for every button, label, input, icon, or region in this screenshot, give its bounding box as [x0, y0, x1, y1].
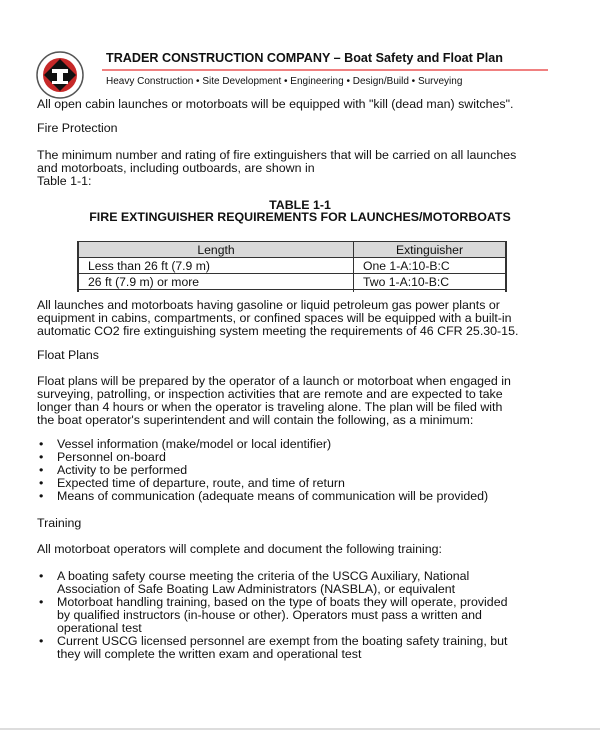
float-plan-list [37, 438, 488, 503]
table-header-row [78, 242, 506, 258]
document-title: TRADER CONSTRUCTION COMPANY – Boat Safety and Float Plan [106, 51, 503, 65]
header-divider [102, 69, 548, 71]
extinguisher-table [77, 241, 507, 292]
float-plans-paragraph [37, 375, 511, 427]
cell-extinguisher: One 1-A:10-B:C [354, 258, 507, 274]
text-line: Float plans will be prepared by the operator of a launch or motorboat when engaged in [37, 374, 511, 388]
text-line: All launches and motorboats having gasoline or liquid petroleum gas power plants or [37, 298, 500, 312]
cell-length: Less than 26 ft (7.9 m) [78, 258, 354, 274]
training-heading: Training [37, 516, 82, 530]
cell-extinguisher: Two 1-A:10-B:C [354, 274, 507, 290]
list-item: • Motorboat handling training, based on the type of boats they will operate, provided by qualified instructors (in-house or other). Operators must pass a written and operational test [37, 596, 508, 635]
list-item: • Means of communication (adequate means of communication will be provided) [37, 490, 488, 503]
fire-protection-paragraph [37, 149, 516, 188]
text-line: automatic CO2 fire extinguishing system meeting the requirements of 46 CFR 25.30-15. [37, 324, 519, 338]
header-extinguisher: Extinguisher [354, 242, 507, 258]
text-line: and motorboats, including outboards, are shown in [37, 161, 315, 175]
table-subtitle: FIRE EXTINGUISHER REQUIREMENTS FOR LAUNCHES/MOTORBOATS [89, 210, 511, 224]
list-item: • Vessel information (make/model or local identifier) [37, 438, 488, 451]
header-length: Length [78, 242, 354, 258]
text-line: the boat operator's superintendent and will contain the following, as a minimum: [37, 413, 474, 427]
training-intro: All motorboat operators will complete and document the following training: [37, 542, 442, 556]
text-line: equipment in cabins, compartments, or confined spaces will be equipped with a built-in [37, 311, 512, 325]
company-services: Heavy Construction • Site Development • Engineering • Design/Build • Surveying [106, 76, 463, 87]
text-line: The minimum number and rating of fire extinguishers that will be carried on all launches [37, 148, 517, 162]
list-item: • Current USCG licensed personnel are exempt from the boating safety training, but they will complete the written exam and operational test [37, 635, 508, 661]
table-row-empty [78, 290, 506, 293]
float-plans-heading: Float Plans [37, 348, 99, 362]
text-line: Table 1-1: [37, 174, 92, 188]
intro-line: All open cabin launches or motorboats will be equipped with "kill (dead man) switches". [37, 97, 514, 111]
list-item: • A boating safety course meeting the criteria of the USCG Auxiliary, National Association of Safe Boating Law Administrators (NASBLA), or equivalent [37, 570, 508, 596]
text-line: longer than 4 hours or when the operator is traveling alone. The plan will be filed with [37, 400, 503, 414]
table-row [78, 274, 506, 290]
training-list [37, 570, 508, 661]
table-title: TABLE 1-1 [269, 198, 331, 212]
text-line: surveying, patrolling, or inspection activities that are remote and are expected to take [37, 387, 503, 401]
list-item: • Activity to be performed [37, 464, 488, 477]
company-seal-logo-icon [35, 50, 85, 100]
table-row [78, 258, 506, 274]
co2-paragraph [37, 299, 518, 338]
list-item: • Expected time of departure, route, and time of return [37, 477, 488, 490]
fire-protection-heading: Fire Protection [37, 121, 118, 135]
cell-length: 26 ft (7.9 m) or more [78, 274, 354, 290]
list-item: • Personnel on-board [37, 451, 488, 464]
